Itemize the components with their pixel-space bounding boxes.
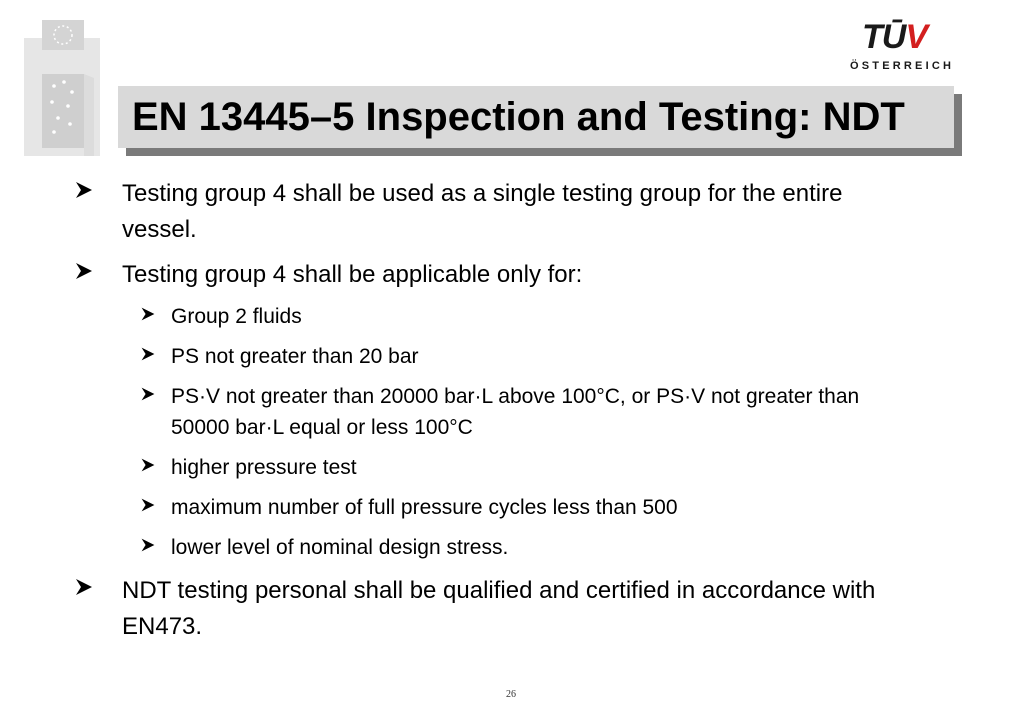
title-box bbox=[118, 86, 954, 148]
arrowhead-bullet-icon bbox=[74, 261, 94, 281]
tuv-logo bbox=[848, 14, 968, 76]
logo-wordmark: TŪV bbox=[862, 18, 928, 56]
bullet-text: vessel. bbox=[122, 216, 197, 243]
bullet-text: PS·V not greater than 20000 bar·L above 100°C, or PS·V not greater than bbox=[171, 385, 860, 408]
eu-flag-icon bbox=[24, 20, 102, 156]
bullet-text: Group 2 fluids bbox=[171, 305, 302, 328]
bullet-text: maximum number of full pressure cycles less than 500 bbox=[171, 496, 678, 519]
arrowhead-bullet-icon bbox=[140, 457, 156, 473]
page-title: EN 13445–5 Inspection and Testing: NDT bbox=[132, 94, 905, 139]
arrowhead-bullet-icon bbox=[140, 497, 156, 513]
bullet-text: lower level of nominal design stress. bbox=[171, 536, 509, 559]
page-number: 26 bbox=[506, 689, 516, 700]
bullet-text: EN473. bbox=[122, 613, 203, 640]
arrowhead-bullet-icon bbox=[140, 346, 156, 362]
bullet-text: 50000 bar·L equal or less 100°C bbox=[171, 416, 473, 439]
arrowhead-bullet-icon bbox=[74, 577, 94, 597]
arrowhead-bullet-icon bbox=[140, 306, 156, 322]
bullet-text: Testing group 4 shall be used as a single testing group for the entire bbox=[122, 180, 843, 207]
logo-subtitle: ÖSTERREICH bbox=[850, 60, 955, 72]
arrowhead-bullet-icon bbox=[74, 180, 94, 200]
arrowhead-bullet-icon bbox=[140, 386, 156, 402]
bullet-text: higher pressure test bbox=[171, 456, 357, 479]
bullet-text: PS not greater than 20 bar bbox=[171, 345, 419, 368]
arrowhead-bullet-icon bbox=[140, 537, 156, 553]
bullet-text: NDT testing personal shall be qualified and certified in accordance with bbox=[122, 577, 876, 604]
bullet-text: Testing group 4 shall be applicable only for: bbox=[122, 261, 583, 288]
